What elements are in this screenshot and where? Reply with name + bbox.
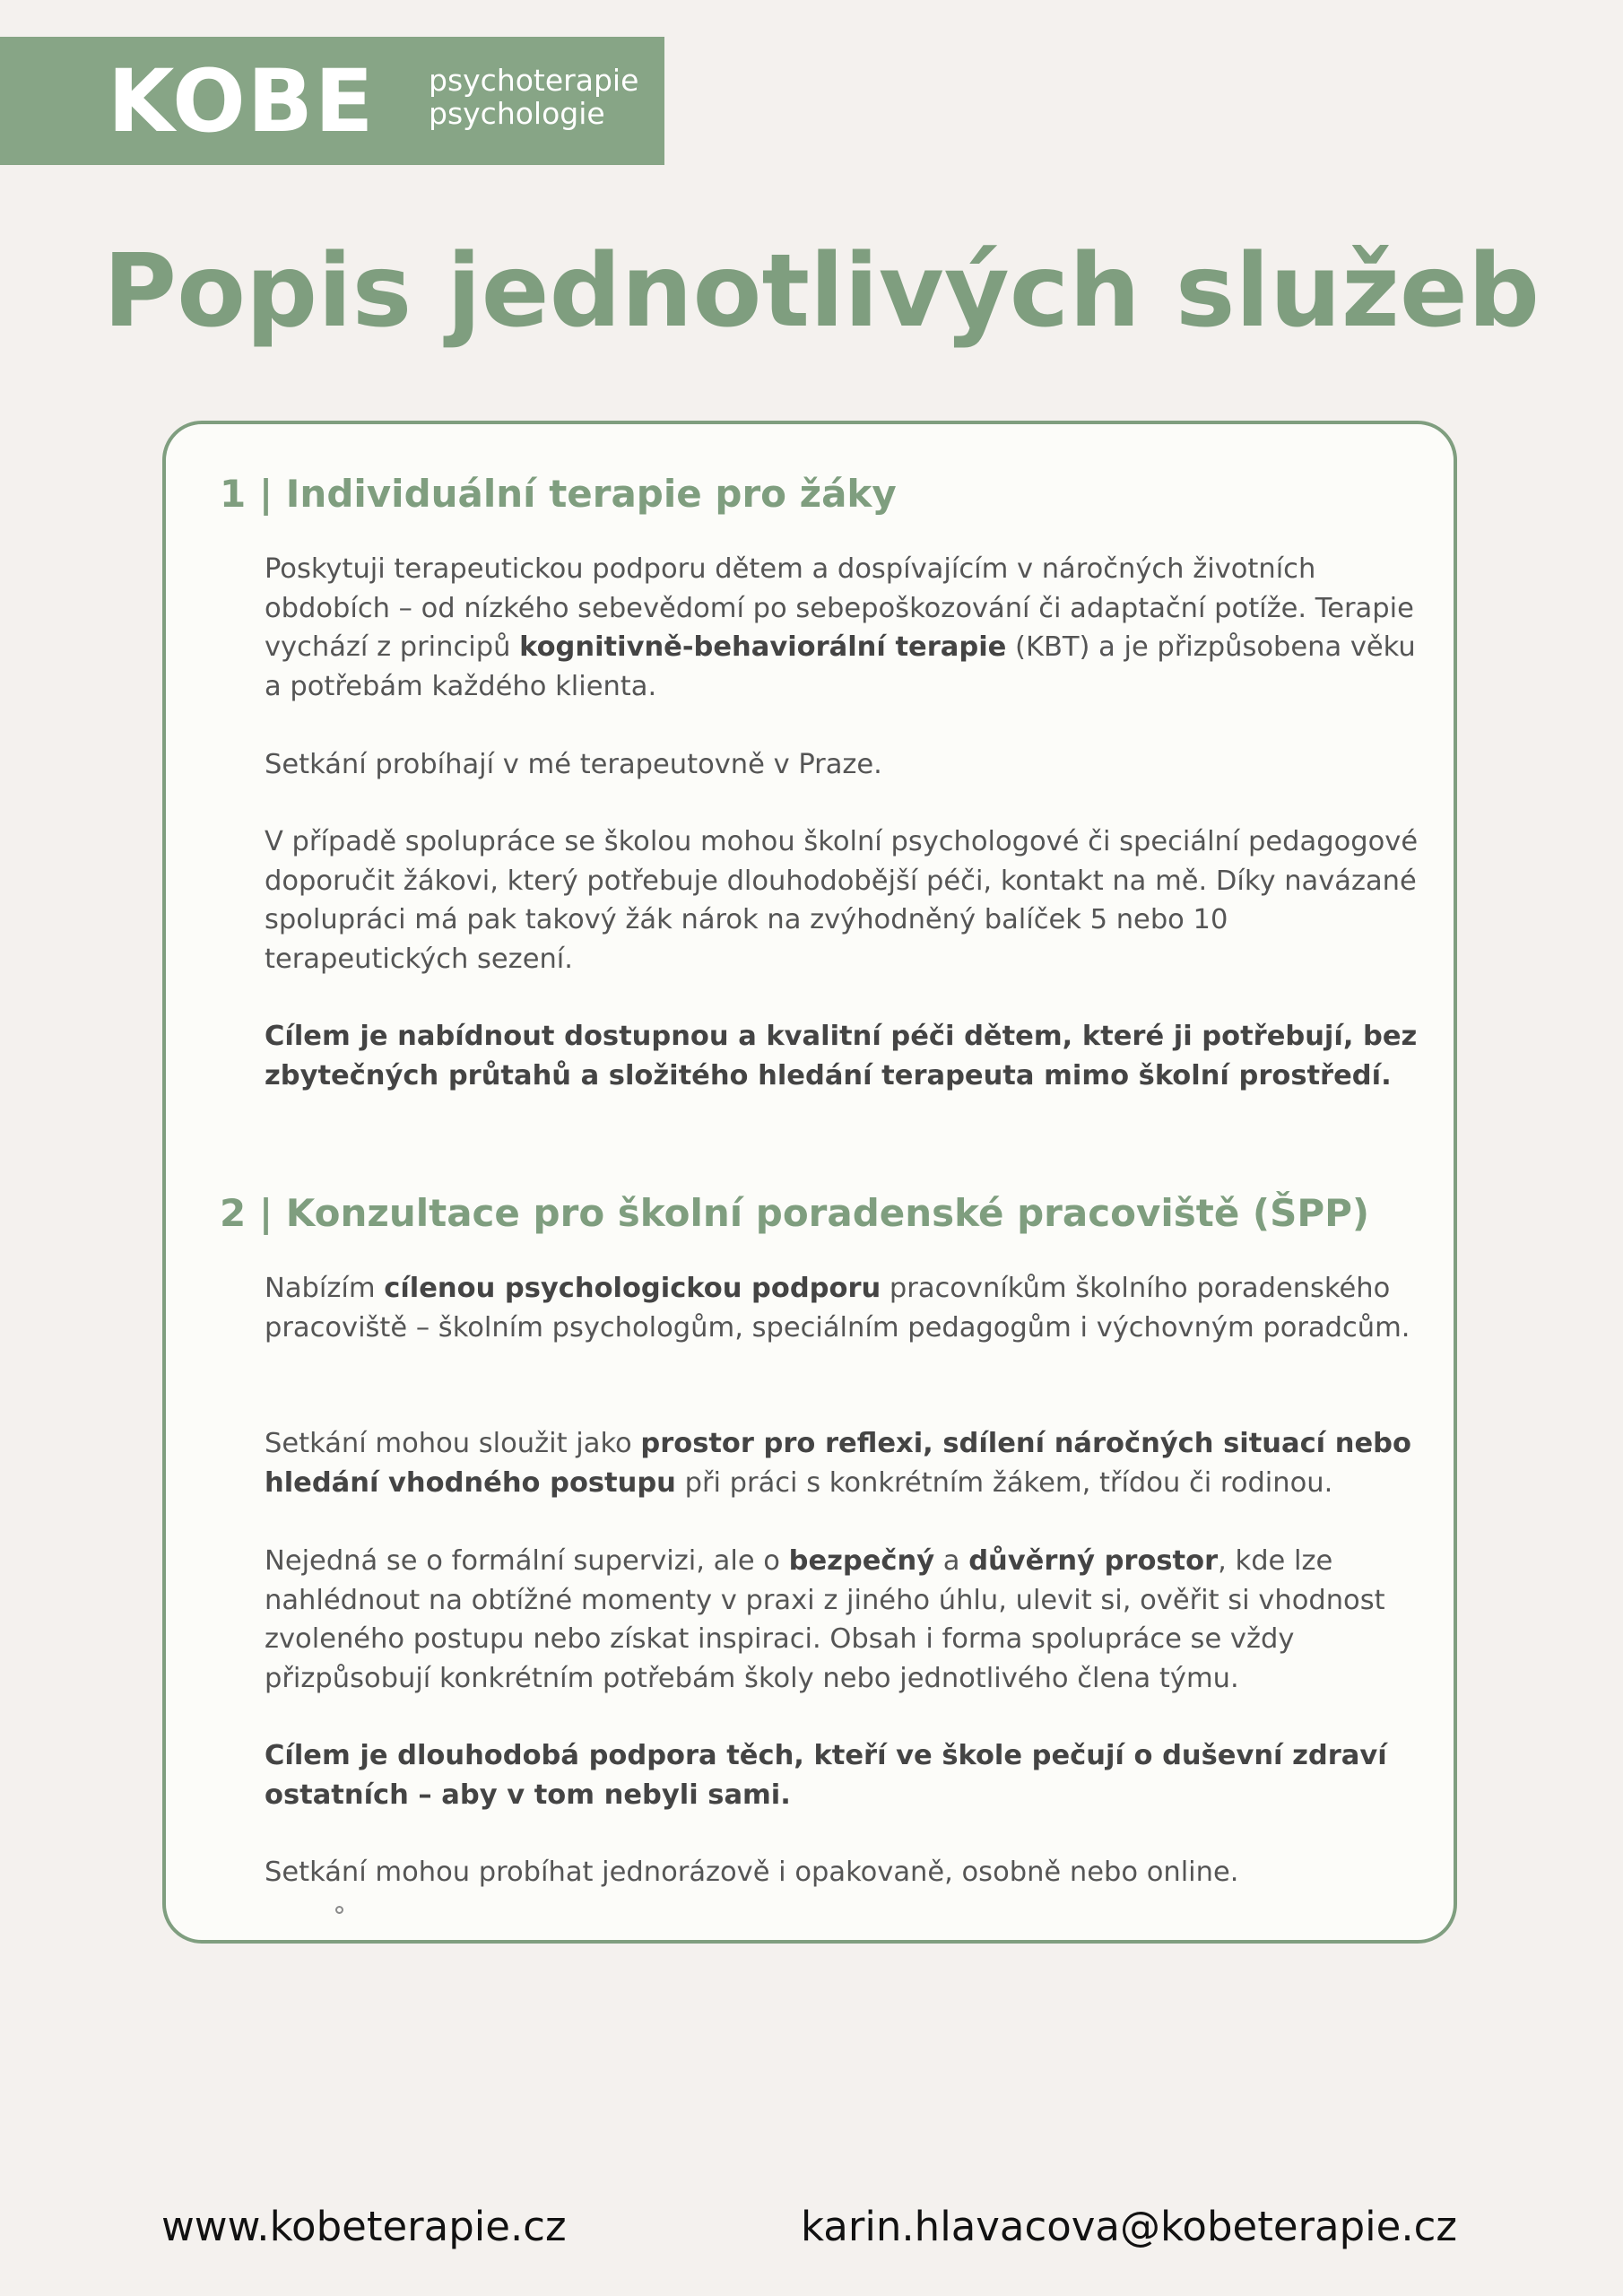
logo-tagline [429, 64, 638, 130]
footer-email-link[interactable]: karin.hlavacova@kobeterapie.cz [801, 2203, 1458, 2250]
footer-website-link[interactable]: www.kobeterapie.cz [161, 2203, 567, 2250]
emphasis-text: cílenou psychologickou podporu [384, 1273, 881, 1304]
section1-paragraph-cooperation: V případě spolupráce se školou mohou školní psychologové či speciální pedagogové doporučit žákovi, který potřebuje dlouhodobější péči, kontakt na mě. Díky navázané spolupráci má pak takový žák nárok na zvýhodněný balíček 5 nebo 10 terapeutických sezení. [265, 826, 1419, 975]
emphasis-text: Cílem je nabídnout dostupnou a kvalitní péči dětem, které ji potřebují, bez zbytečných průtahů a složitého hledání terapeuta mimo školní prostředí. [265, 1021, 1418, 1091]
section1-paragraph-location: Setkání probíhají v mé terapeutovně v Praze. [265, 749, 882, 780]
section1-paragraph-intro [265, 550, 1421, 706]
emphasis-text: kognitivně-behaviorální terapie [519, 631, 1007, 663]
emphasis-text: důvěrný prostor [968, 1545, 1219, 1577]
section2-paragraph-goal [265, 1736, 1421, 1814]
bullet-circle-icon [335, 1906, 343, 1914]
logo-banner [0, 37, 664, 165]
emphasis-text: prostor pro reflexi, sdílení náročných situací nebo hledání vhodného postupu [265, 1428, 1411, 1499]
logo-tagline-line1: psychoterapie [429, 63, 639, 98]
logo-wordmark: KOBE [108, 51, 376, 152]
section2-paragraph-format: Setkání mohou probíhat jednorázově i opakovaně, osobně nebo online. [265, 1857, 1239, 1888]
logo-tagline-line2: psychologie [429, 96, 605, 131]
section-heading-individual-therapy: 1 | Individuální terapie pro žáky [220, 472, 897, 516]
section-heading-spp-consultation: 2 | Konzultace pro školní poradenské pracoviště (ŠPP) [220, 1191, 1370, 1235]
services-card [162, 421, 1457, 1944]
text-run: Setkání mohou sloužit jako [265, 1428, 641, 1459]
section2-paragraph-offer [265, 1269, 1421, 1347]
section2-paragraph-not-supervision [265, 1542, 1421, 1698]
text-run: Poskytuji terapeutickou podporu dětem a dospívajícím v náročných životních obdobích – od nízkého sebevědomí po sebepoškozování či adaptační potíže. Terapie vychází z principů [265, 553, 1414, 663]
section1-paragraph-goal [265, 1017, 1421, 1095]
text-run: a [934, 1545, 969, 1577]
text-run: Nejedná se o formální supervizi, ale o [265, 1545, 789, 1577]
text-run: při práci s konkrétním žákem, třídou či rodinou. [675, 1466, 1333, 1499]
text-run: pracovníkům školního poradenského pracoviště – školním psychologům, speciálním pedagogům i výchovným poradcům. [265, 1273, 1410, 1344]
text-run: Nabízím [265, 1273, 385, 1304]
section2-paragraph-purpose [265, 1424, 1421, 1502]
emphasis-text: bezpečný [788, 1545, 935, 1577]
page-title: Popis jednotlivých služeb [103, 233, 1541, 350]
emphasis-text: Cílem je dlouhodobá podpora těch, kteří ve škole pečují o duševní zdraví ostatních – aby v tom nebyli sami. [265, 1740, 1387, 1811]
text-run: , kde lze nahlédnout na obtížné momenty v praxi z jiného úhlu, ulevit si, ověřit si vhodnost zvoleného postupu nebo získat inspiraci. Obsah i forma spolupráce se vždy přizpůsobují konkrétním potřebám školy nebo jednotlivého člena týmu. [265, 1545, 1385, 1694]
text-run: (KBT) a je přizpůsobena věku a potřebám každého klienta. [265, 631, 1416, 702]
